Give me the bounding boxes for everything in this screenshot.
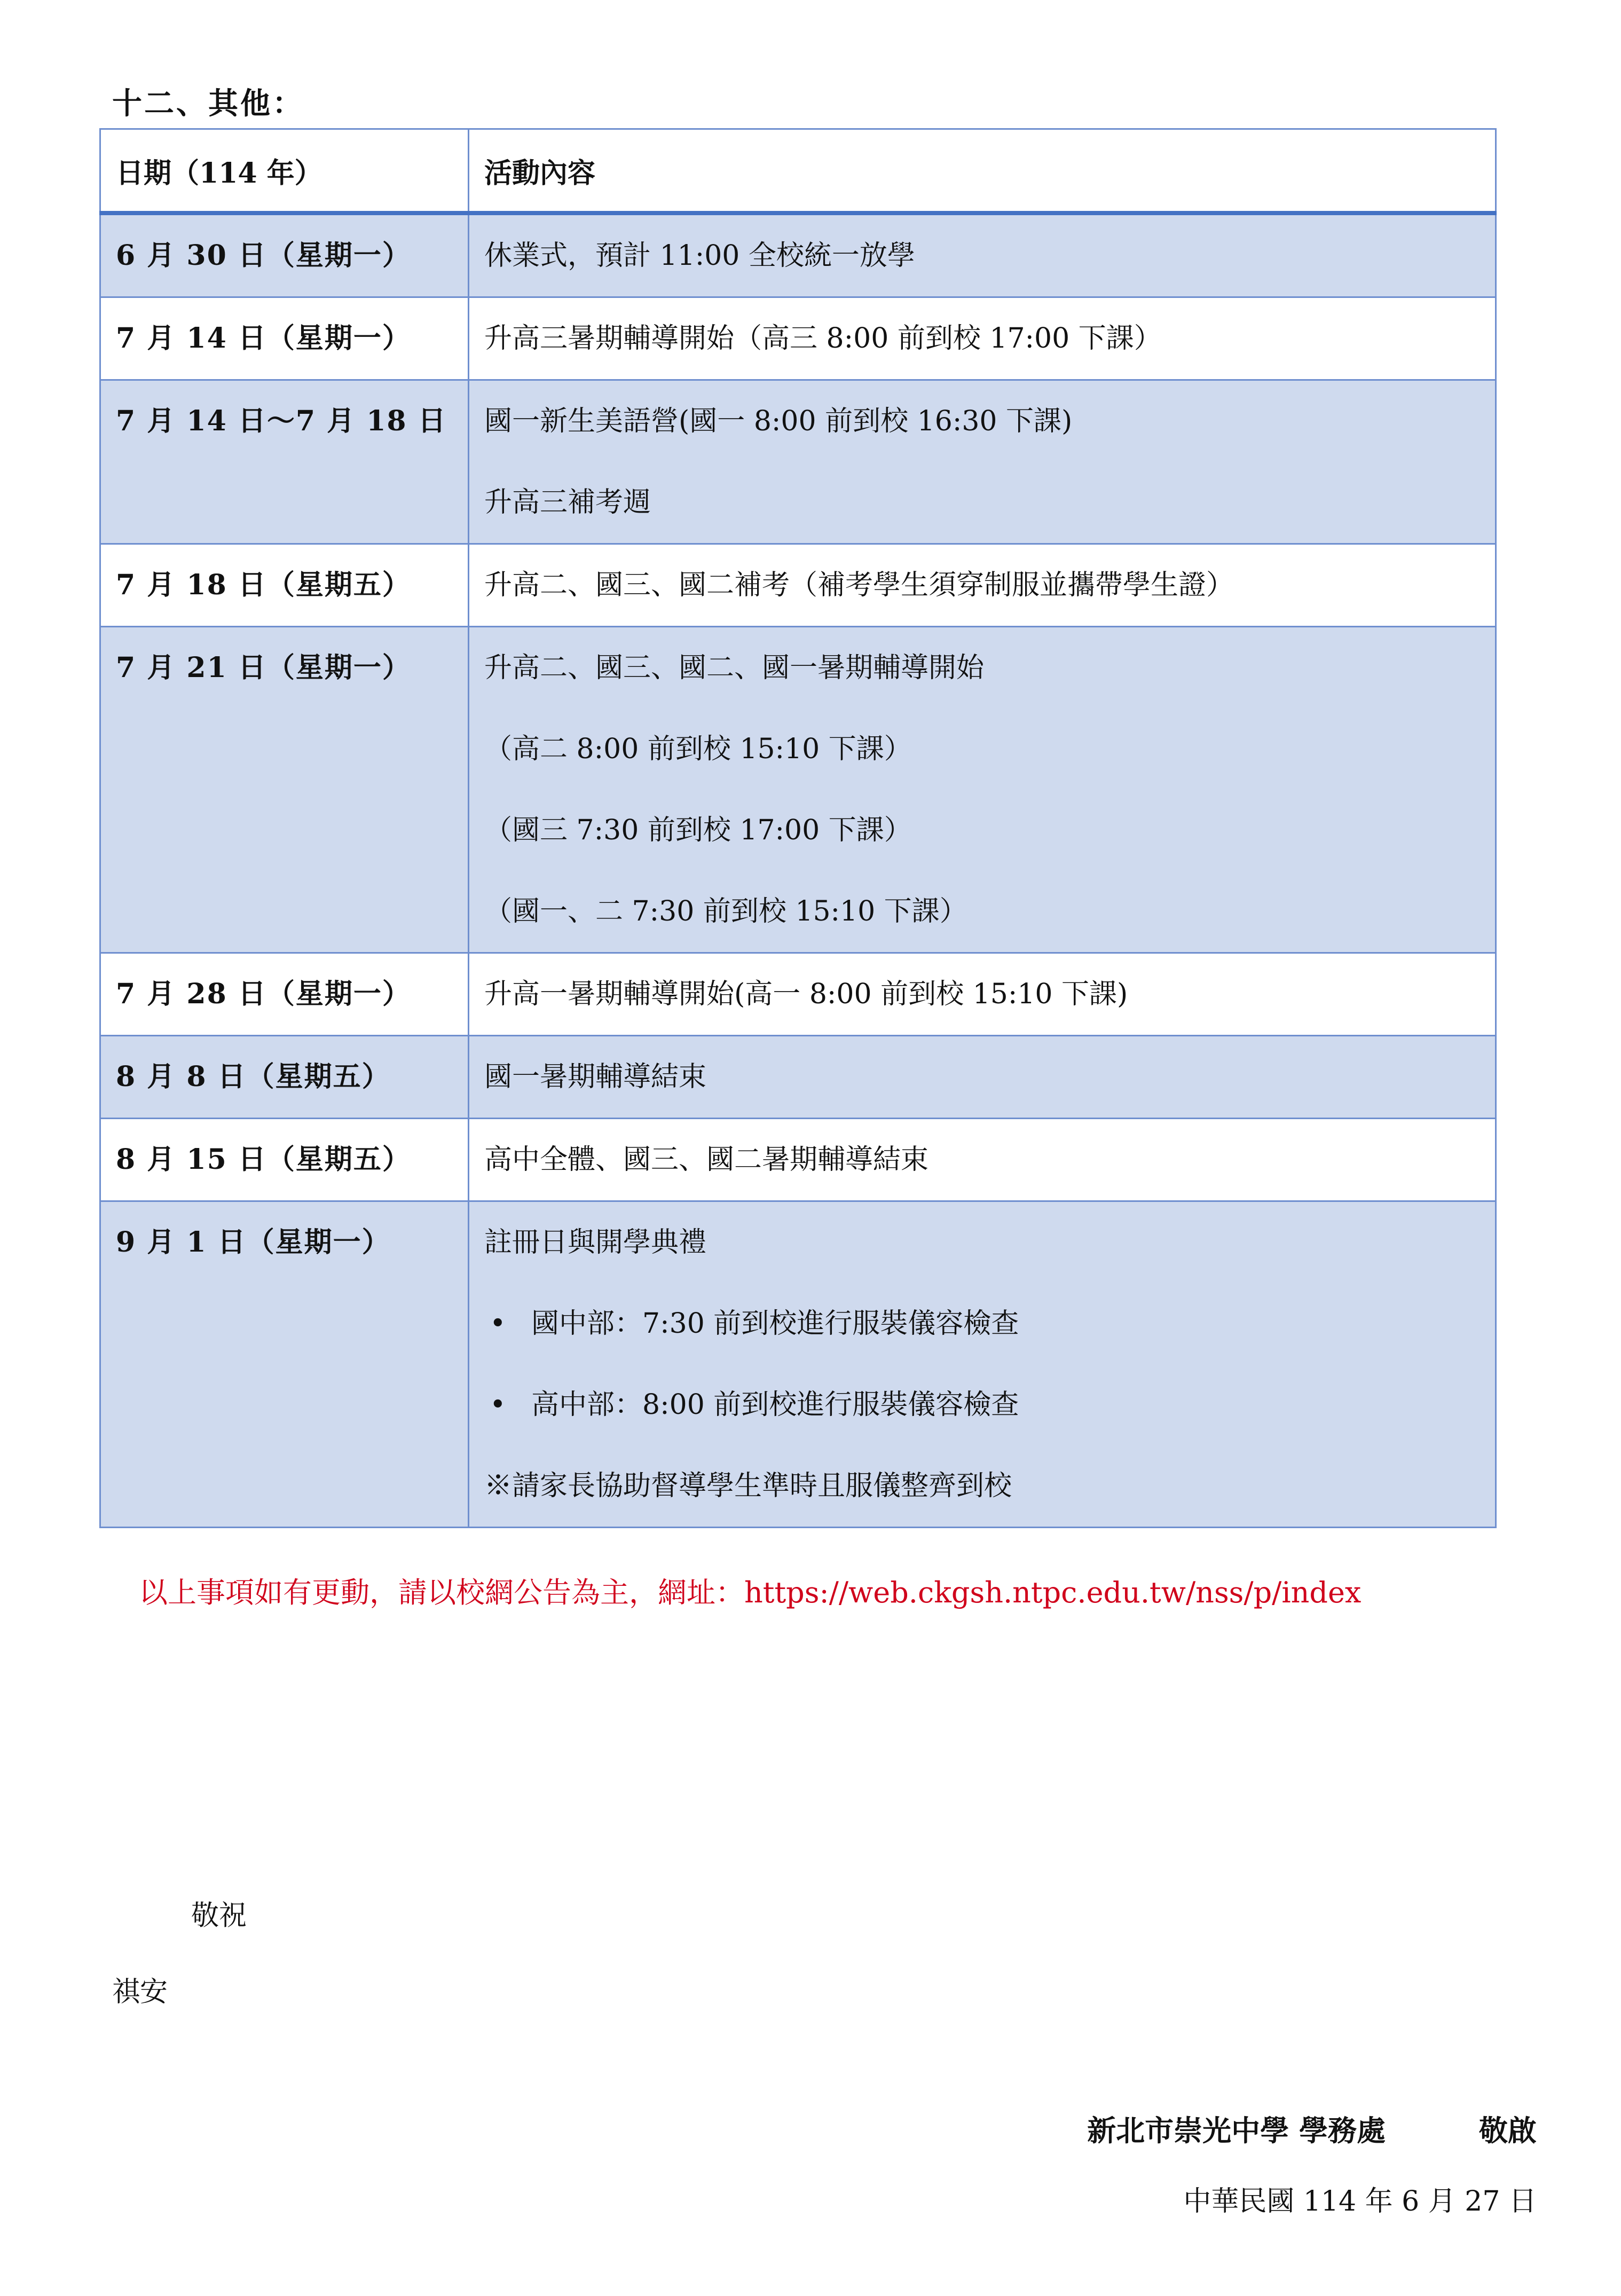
row-activity xyxy=(469,627,1496,953)
row-activity xyxy=(469,1036,1496,1119)
activity-line: 升高三補考週 xyxy=(484,486,651,518)
row-date: 7 月 28 日（星期一） xyxy=(100,953,469,1036)
table-row xyxy=(100,1036,1496,1119)
activity-footer-note: ※請家長協助督導學生準時且服儀整齊到校 xyxy=(484,1470,1012,1502)
row-activity xyxy=(469,380,1496,544)
table-header-row xyxy=(100,129,1496,214)
activity-line: 升高三暑期輔導開始（高三 8:00 前到校 17:00 下課） xyxy=(484,323,1162,355)
table-row xyxy=(100,1201,1496,1528)
bullet-text: 國中部：7:30 前到校進行服裝儀容檢查 xyxy=(531,1308,1019,1340)
activity-line: 國一暑期輔導結束 xyxy=(484,1061,707,1093)
website-notice: 以上事項如有更動，請以校網公告為主，網址：https://web.ckgsh.ntpc.edu.tw/nss/p/index xyxy=(139,1576,1362,1609)
row-activity xyxy=(469,297,1496,380)
table-row xyxy=(100,544,1496,627)
activity-line: 升高一暑期輔導開始(高一 8:00 前到校 15:10 下課) xyxy=(484,978,1128,1010)
activity-line: （國一、二 7:30 前到校 15:10 下課） xyxy=(484,895,967,927)
activity-line: 休業式，預計 11:00 全校統一放學 xyxy=(484,240,915,272)
bullet-item xyxy=(484,1364,1480,1445)
table-row xyxy=(100,627,1496,953)
closing-greeting: 敬祝 xyxy=(191,1900,247,1932)
bullet-item xyxy=(484,1283,1480,1364)
row-date: 8 月 8 日（星期五） xyxy=(100,1036,469,1119)
row-date: 6 月 30 日（星期一） xyxy=(100,213,469,297)
activity-line: 升高二、國三、國二補考（補考學生須穿制服並攜帶學生證） xyxy=(484,569,1234,601)
row-activity xyxy=(469,1119,1496,1201)
section-title: 十二、其他： xyxy=(112,86,304,121)
signature xyxy=(1087,2108,1537,2149)
row-activity xyxy=(469,544,1496,627)
table-row xyxy=(100,953,1496,1036)
bullet-icon: • xyxy=(490,1308,506,1340)
row-date: 7 月 14 日（星期一） xyxy=(100,297,469,380)
activity-line: （國三 7:30 前到校 17:00 下課） xyxy=(484,814,912,846)
header-date: 日期（114 年） xyxy=(100,129,469,214)
table-row xyxy=(100,213,1496,297)
issue-date: 中華民國 114 年 6 月 27 日 xyxy=(1183,2185,1537,2218)
activity-line: 國一新生美語營(國一 8:00 前到校 16:30 下課) xyxy=(484,405,1073,437)
closing-wish: 祺安 xyxy=(112,1976,168,2008)
row-activity xyxy=(469,1201,1496,1528)
row-date: 7 月 18 日（星期五） xyxy=(100,544,469,627)
row-date: 9 月 1 日（星期一） xyxy=(100,1201,469,1528)
row-date: 7 月 14 日～7 月 18 日 xyxy=(100,380,469,544)
row-date: 8 月 15 日（星期五） xyxy=(100,1119,469,1201)
row-date: 7 月 21 日（星期一） xyxy=(100,627,469,953)
activity-line: 高中全體、國三、國二暑期輔導結束 xyxy=(484,1144,929,1176)
signature-org: 新北市崇光中學 學務處 xyxy=(1087,2113,1386,2148)
activity-line: 註冊日與開學典禮 xyxy=(484,1226,707,1259)
header-activity: 活動內容 xyxy=(469,129,1496,214)
schedule-table xyxy=(99,128,1497,1528)
table-row xyxy=(100,1119,1496,1201)
bullet-text: 高中部：8:00 前到校進行服裝儀容檢查 xyxy=(531,1389,1019,1421)
bullet-icon: • xyxy=(490,1389,506,1421)
row-activity xyxy=(469,953,1496,1036)
activity-line: 升高二、國三、國二、國一暑期輔導開始 xyxy=(484,652,985,684)
signature-sign: 敬啟 xyxy=(1479,2113,1537,2148)
row-activity xyxy=(469,213,1496,297)
activity-line: （高二 8:00 前到校 15:10 下課） xyxy=(484,733,912,765)
table-row xyxy=(100,380,1496,544)
table-row xyxy=(100,297,1496,380)
